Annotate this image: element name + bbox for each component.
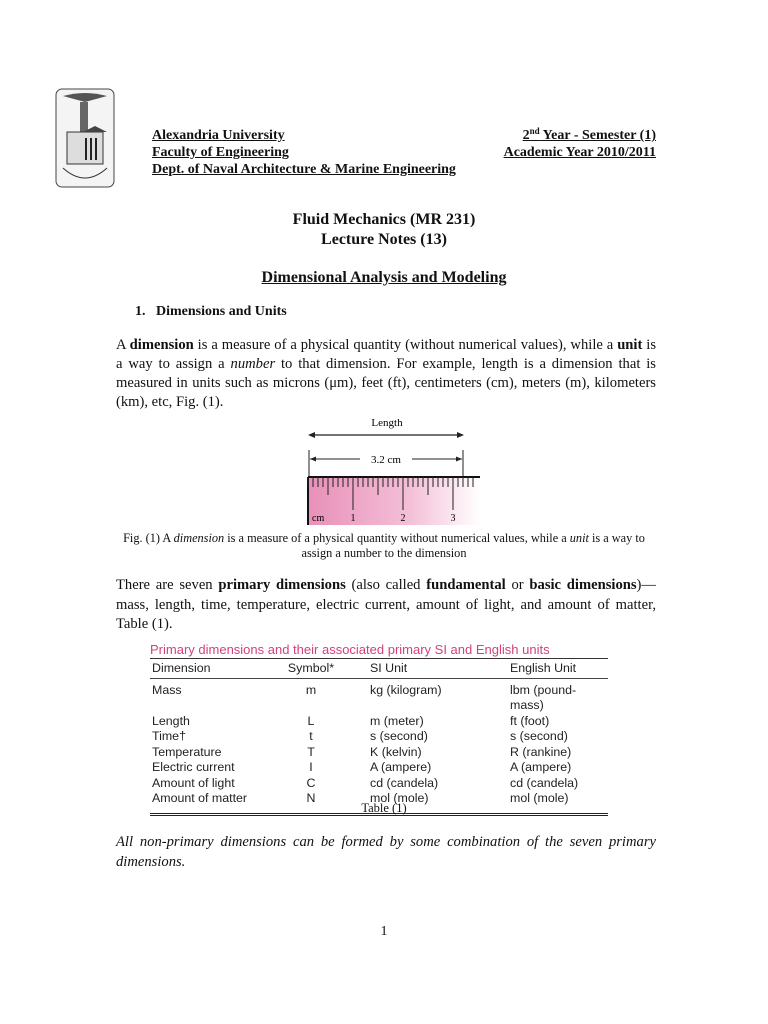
length-label: Length	[371, 417, 403, 429]
paragraph-dimension-definition: A dimension is a measure of a physical quantity (without numerical values), while a unit is a way to assign a number to that dimension. For example, length is a dimension that is measured in units such as microns (μm), feet (ft), centimeters (cm), meters (m), kilometers (km), etc, Fig. (1).	[116, 337, 657, 410]
section-heading: 1. Dimensions and Units	[135, 304, 287, 319]
table-cell: L	[307, 713, 315, 728]
table-cell: Time†	[152, 729, 186, 743]
figure-caption: Fig. (1) A dimension is a measure of a physical quantity without numerical values, while a unit is a way to assign a number to the dimension	[123, 531, 645, 560]
table-cell: s (second)	[370, 729, 428, 743]
table-row	[150, 745, 608, 761]
ruler-unit: cm	[312, 513, 325, 524]
department-name: Dept. of Naval Architecture & Marine Engineering	[152, 162, 456, 177]
table-cell: T	[307, 744, 315, 759]
table-cell: K (kelvin)	[370, 744, 422, 759]
ruler-number-3: 3	[450, 513, 456, 524]
page-number: 1	[380, 924, 388, 939]
paragraph-non-primary: All non-primary dimensions can be formed by some combination of the seven primary dimensions.	[116, 834, 656, 870]
table-cell: I	[309, 760, 313, 774]
table-cell: A (ampere)	[510, 760, 572, 774]
table-row	[150, 683, 608, 714]
academic-year: Academic Year 2010/2011	[503, 145, 656, 160]
table-cell: Amount of light	[152, 775, 235, 790]
year-suffix: nd	[529, 126, 540, 136]
table-cell: mol (mole)	[370, 791, 429, 805]
table-cell: Amount of matter	[152, 791, 248, 805]
table-cell: m (meter)	[370, 713, 424, 728]
university-logo	[55, 88, 115, 188]
table-cell: cd (candela)	[370, 775, 439, 790]
faculty-name: Faculty of Engineering	[152, 145, 289, 160]
ruler-number-1: 1	[350, 513, 356, 524]
table-cell: cd (candela)	[510, 775, 579, 790]
measure-label: 3.2 cm	[371, 454, 401, 466]
header-english-unit: English Unit	[510, 661, 577, 675]
table-cell: m	[305, 682, 317, 697]
table-title: Primary dimensions and their associated primary SI and English units	[150, 642, 608, 659]
table-cell: R (rankine)	[510, 744, 572, 759]
topic-title: Dimensional Analysis and Modeling	[261, 269, 507, 286]
table-cell: C	[306, 775, 316, 790]
lecture-notes-title: Lecture Notes (13)	[321, 231, 447, 248]
table-cell: t	[309, 729, 313, 743]
table-caption: Table (1)	[361, 801, 407, 815]
table-cell: A (ampere)	[370, 760, 432, 774]
header-si-unit: SI Unit	[370, 661, 408, 675]
semester-text: Year - Semester (1)	[539, 128, 656, 143]
table-cell: s (second)	[510, 729, 568, 743]
table-header-row	[150, 659, 608, 679]
table-cell: Length	[152, 713, 190, 728]
table-row	[150, 714, 608, 730]
header-dimension: Dimension	[152, 661, 211, 675]
table-cell: Electric current	[152, 760, 235, 774]
table-cell: kg (kilogram)	[370, 682, 442, 697]
table-cell: mol (mole)	[510, 791, 569, 805]
year-semester	[523, 128, 656, 144]
paragraph-primary-dimensions: There are seven primary dimensions (also called fundamental or basic dimensions)—mass, length, time, temperature, electric current, amount of light, and amount of matter, Table (1).	[116, 577, 657, 632]
table-cell: N	[306, 791, 316, 805]
table-cell: ft (foot)	[510, 713, 550, 728]
header-symbol: Symbol*	[287, 661, 335, 675]
year-number: 2	[522, 128, 530, 143]
table-cell: Mass	[152, 682, 182, 697]
primary-dimensions-table	[150, 642, 608, 816]
ruler-figure	[290, 414, 480, 526]
table-cell: lbm (pound-mass)	[510, 682, 577, 712]
table-row	[150, 729, 608, 745]
university-name: Alexandria University	[152, 128, 285, 143]
table-row	[150, 776, 608, 792]
table-cell: Temperature	[152, 744, 222, 759]
table-row	[150, 760, 608, 776]
course-title: Fluid Mechanics (MR 231)	[292, 211, 476, 228]
ruler-number-2: 2	[400, 513, 406, 524]
